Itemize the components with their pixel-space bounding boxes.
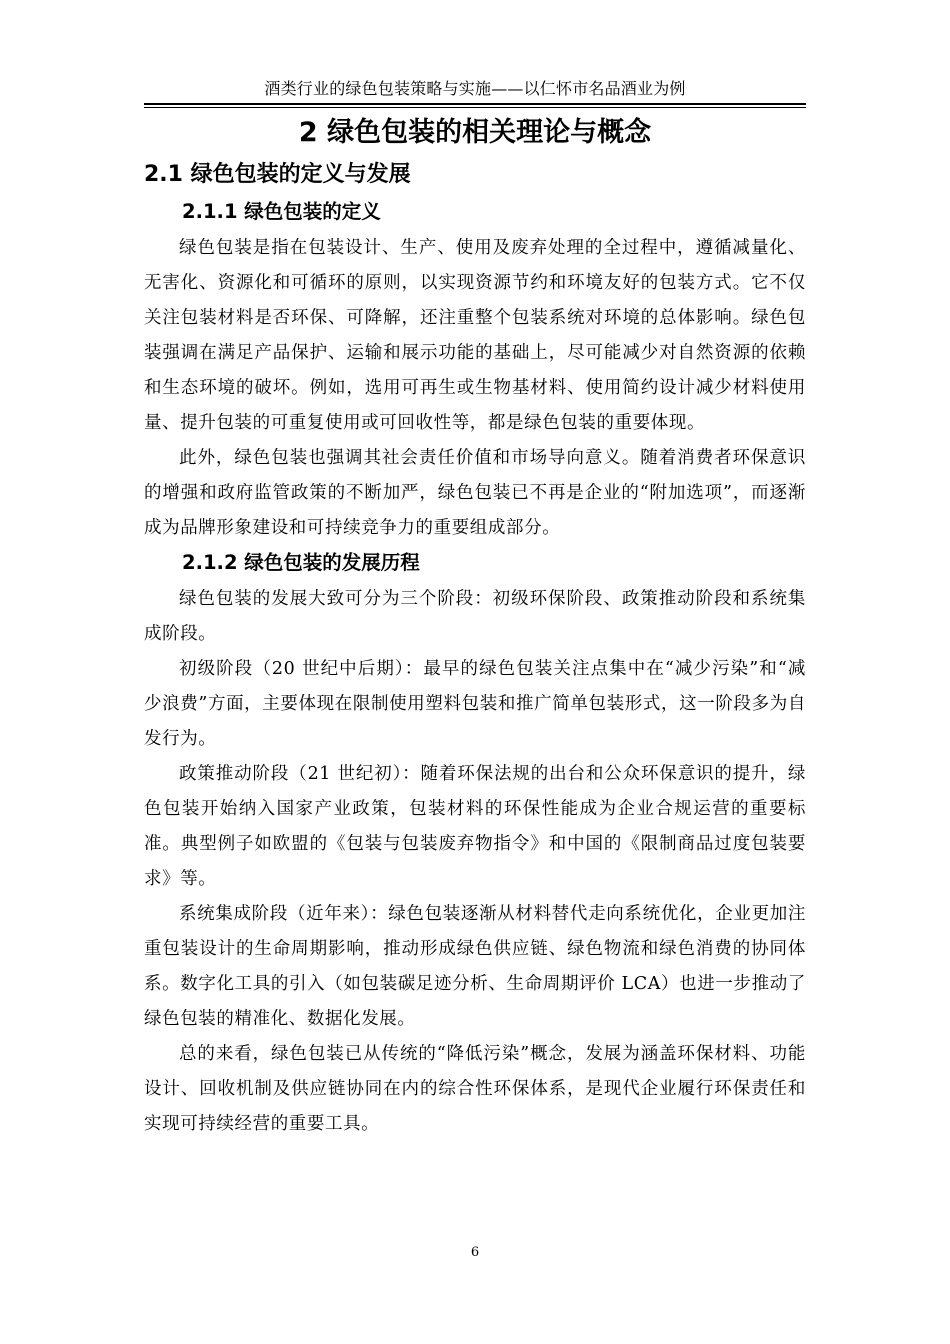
paragraph-definition: 绿色包装是指在包装设计、生产、使用及废弃处理的全过程中，遵循减量化、无害化、资源化和可循环的原则，以实现资源节约和环境友好的包装方式。它不仅关注包装材料是否环保、可降解，还注重整个包装系统对环境的总体影响。绿色包装强调在满足产品保护、运输和展示功能的基础上，尽可能减少对自然资源的依赖和生态环境的破坏。例如，选用可再生或生物基材料、使用简约设计减少材料使用量、提升包装的可重复使用或可回收性等，都是绿色包装的重要体现。 xyxy=(144,238,806,433)
running-header: 酒类行业的绿色包装策略与实施——以仁怀市名品酒业为例 xyxy=(264,79,686,98)
paragraph-policy-stage: 政策推动阶段（21 世纪初）：随着环保法规的出台和公众环保意识的提升，绿色包装开始纳入国家产业政策，包装材料的环保性能成为企业合规运营的重要标准。典型例子如欧盟的《包装与包装废弃物指令》和中国的《限制商品过度包装要求》等。 xyxy=(144,764,806,889)
chapter-title: 2 绿色包装的相关理论与概念 xyxy=(298,117,652,148)
paragraph-integration-stage: 系统集成阶段（近年来）：绿色包装逐渐从材料替代走向系统优化，企业更加注重包装设计的生命周期影响，推动形成绿色供应链、绿色物流和绿色消费的协同体系。数字化工具的引入（如包装碳足迹分析、生命周期评价 LCA）也进一步推动了绿色包装的精准化、数据化发展。 xyxy=(144,904,806,1029)
subsection-title-2-1-2: 2.1.2 绿色包装的发展历程 xyxy=(182,551,420,574)
paragraph-social-value: 此外，绿色包装也强调其社会责任价值和市场导向意义。随着消费者环保意识的增强和政府监管政策的不断加严，绿色包装已不再是企业的“附加选项”，而逐渐成为品牌形象建设和可持续竞争力的重要组成部分。 xyxy=(144,448,806,538)
page-body xyxy=(144,113,806,1142)
paragraph-stages-overview: 绿色包装的发展大致可分为三个阶段：初级环保阶段、政策推动阶段和系统集成阶段。 xyxy=(144,589,806,644)
section-title-2-1: 2.1 绿色包装的定义与发展 xyxy=(144,162,411,187)
paragraph-summary: 总的来看，绿色包装已从传统的“降低污染”概念，发展为涵盖环保材料、功能设计、回收机制及供应链协同在内的综合性环保体系，是现代企业履行环保责任和实现可持续经营的重要工具。 xyxy=(144,1044,806,1134)
header-rule-thin xyxy=(144,107,806,108)
subsection-title-2-1-1: 2.1.1 绿色包装的定义 xyxy=(182,200,381,223)
header-rule xyxy=(144,103,806,105)
paragraph-initial-stage: 初级阶段（20 世纪中后期）：最早的绿色包装关注点集中在“减少污染”和“减少浪费”方面，主要体现在限制使用塑料包装和推广简单包装形式，这一阶段多为自发行为。 xyxy=(144,659,806,749)
page-number: 6 xyxy=(470,1245,480,1260)
